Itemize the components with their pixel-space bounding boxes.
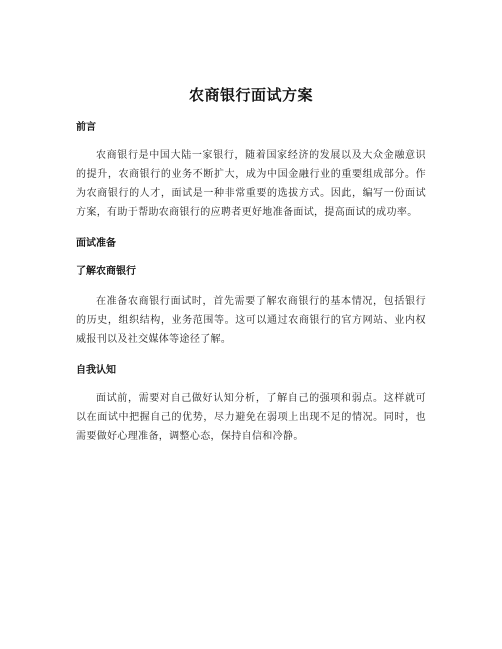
section-paragraph-self-awareness: 面试前，需要对自己做好认知分析，了解自己的强项和弱点。这样就可以在面试中把握自己的优势，尽力避免在弱项上出现不足的情况。同时，也需要做好心理准备，调整心态，保持自信和冷静。 xyxy=(76,393,426,442)
section-heading-preface: 前言 xyxy=(76,122,96,133)
document-title: 农商银行面试方案 xyxy=(188,86,313,104)
section-heading-interview-preparation: 面试准备 xyxy=(76,238,116,249)
document-body xyxy=(76,120,426,446)
section-heading-self-awareness: 自我认知 xyxy=(76,365,116,376)
section-paragraph-know-the-bank: 在准备农商银行面试时，首先需要了解农商银行的基本情况，包括银行的历史，组织结构，业务范围等。这可以通过农商银行的官方网站、业内权威报刊以及社交媒体等途径了解。 xyxy=(76,296,426,345)
section-paragraph-preface: 农商银行是中国大陆一家银行，随着国家经济的发展以及大众金融意识的提升，农商银行的业务不断扩大，成为中国金融行业的重要组成部分。作为农商银行的人才，面试是一种非常重要的选拔方式。因此，编写一份面试方案，有助于帮助农商银行的应聘者更好地准备面试，提高面试的成功率。 xyxy=(76,150,426,218)
section-heading-know-the-bank: 了解农商银行 xyxy=(76,266,136,277)
